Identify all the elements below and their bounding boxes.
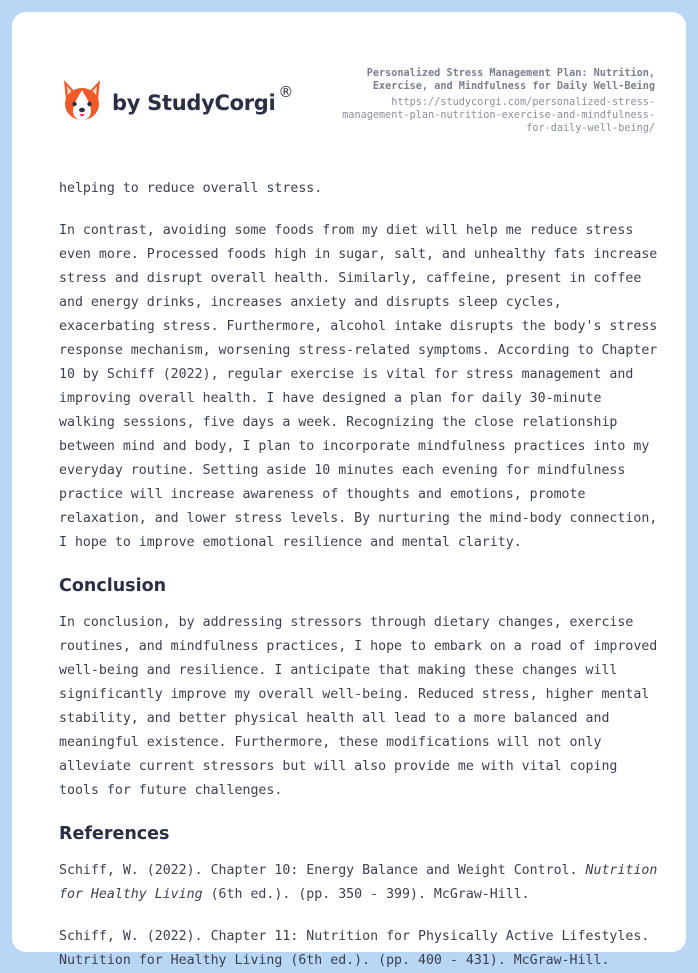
reference-1-book-title: Nutrition for Healthy Living	[59, 863, 658, 902]
studycorgi-logo[interactable]	[60, 76, 293, 124]
reference-entry-2: Schiff, W. (2022). Chapter 11: Nutrition for Physically Active Lifestyles. Nutrition for Healthy Living (6th ed.). (pp. 400 - 431). McGraw-Hill.	[59, 929, 650, 968]
reference-entry-1	[59, 859, 659, 907]
document-title: Personalized Stress Management Plan: Nutrition, Exercise, and Mindfulness for Daily Well-Being	[366, 68, 655, 92]
reference-1-text: Schiff, W. (2022). Chapter 10: Energy Balance and Weight Control.	[59, 863, 586, 878]
paragraph-diet-exercise: In contrast, avoiding some foods from my diet will help me reduce stress even more. Processed foods high in sugar, salt, and unhealthy fats increase stress and disrupt overall health. Similarly, caffeine, present in coffee and energy drinks, increases anxiety and disrupts sleep cycles, exacerbating stress. Furthermore, alcohol intake disrupts the body's stress response mechanism, worsening stress-related symptoms. According to Chapter 10 by Schiff (2022), regular exercise is vital for stress management and improving overall health. I have designed a plan for daily 30-minute walking sessions, five days a week. Recognizing the close relationship between mind and body, I plan to incorporate mindfulness practices into my everyday routine. Setting aside 10 minutes each evening for mindfulness practice will increase awareness of thoughts and emotions, promote relaxation, and lower stress levels. By nurturing the mind-body connection, I hope to improve emotional resilience and mental clarity.	[59, 223, 658, 550]
registered-mark: ®	[278, 83, 294, 101]
reference-1-details: (6th ed.). (pp. 350 - 399). McGraw-Hill.	[202, 887, 530, 902]
brand-name: by StudyCorgi	[112, 91, 276, 115]
document-url[interactable]: https://studycorgi.com/personalized-stress-management-plan-nutrition-exercise-and-mindfulness-for-daily-well-being/	[342, 97, 655, 134]
document-body	[59, 177, 659, 973]
conclusion-paragraph: In conclusion, by addressing stressors through dietary changes, exercise routines, and mindfulness practices, I hope to embark on a road of improved well-being and resilience. I anticipate that making these changes will significantly improve my overall well-being. Reduced stress, higher mental stability, and better physical health all lead to a more balanced and meaningful existence. Furthermore, these modifications will not only alleviate current stressors but will also provide me with vital coping tools for future challenges.	[59, 615, 658, 798]
paragraph-continuation: helping to reduce overall stress.	[59, 181, 323, 196]
conclusion-heading: Conclusion	[59, 576, 167, 596]
corgi-logo-icon	[60, 76, 104, 124]
document-meta	[325, 67, 655, 135]
references-heading: References	[59, 824, 170, 844]
document-page	[12, 12, 686, 968]
